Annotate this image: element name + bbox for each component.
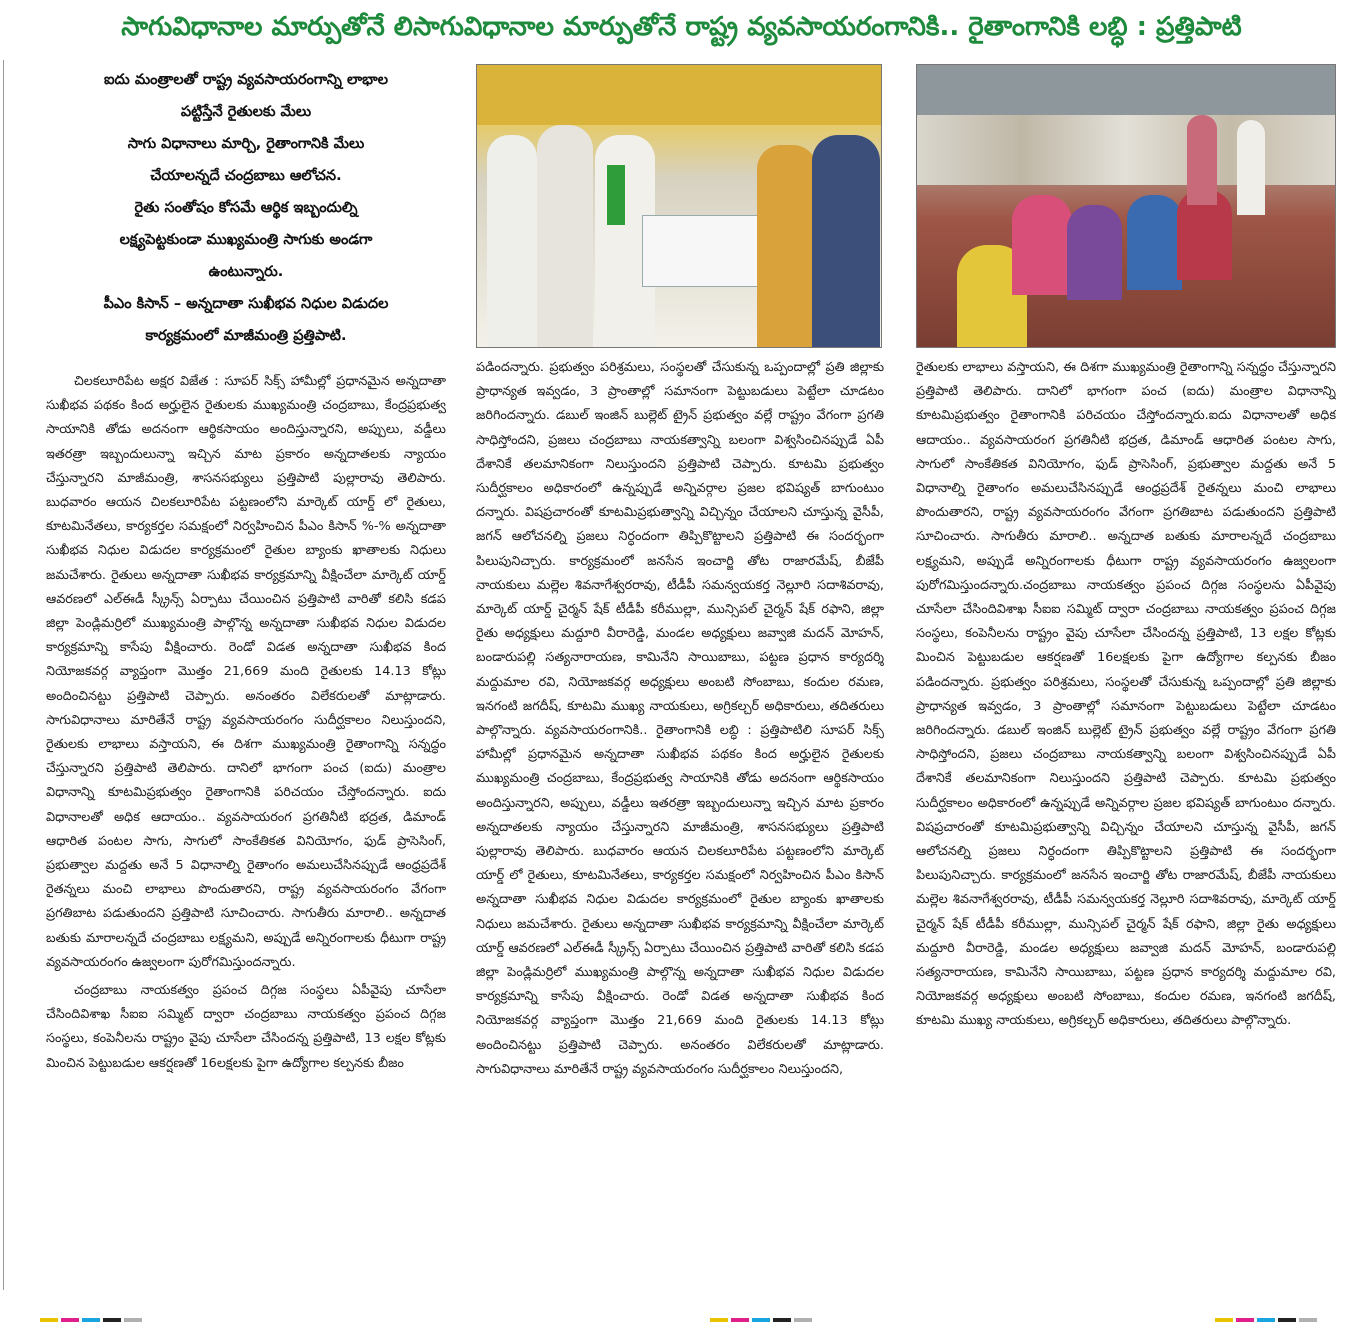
color-swatch — [103, 1318, 121, 1322]
standing-person — [1187, 115, 1217, 205]
person-figure — [487, 135, 537, 347]
article-paragraph: పడిందన్నారు. ప్రభుత్వం పరిశ్రమలు, సంస్థలతో చేసుకున్న ఒప్పందాల్లో ప్రతి జిల్లాకు ప్రాధాన్యత ఇవ్వడం, 3 ప్రాంతాల్లో సమానంగా పెట్టుబడులు పెట్టేలా చూడటం జరిగిందన్నారు. డబుల్ ఇంజిన్ బుల్లెట్ ట్రైన్ ప్రభుత్వం వల్లే రాష్ట్రం వేగంగా ప్రగతి సాధిస్తోందని, ప్రజలు చంద్రబాబు నాయకత్వాన్ని బలంగా విశ్వసించినప్పుడే ఏపీ దేశానికే తలమానికంగా నిలుస్తుందని ప్రత్తిపాటి చెప్పారు. కూటమి ప్రభుత్వం సుదీర్ఘకాలం అధికారంలో ఉన్నప్పుడే అన్నివర్గాల ప్రజల భవిష్యత్ బాగుంటుం దన్నారు. విషప్రచారంతో కూటమిప్రభుత్వాన్ని విచ్చిన్నం చేయాలని చూస్తున్న వైసీపీ, జగన్ ఆలోచనల్ని ప్రజలు నిర్ధందంగా తిప్పికొట్టాలని ప్రత్తిపాటి ఈ సందర్భంగా పిలుపునిచ్చారు. కార్యక్రమంలో జనసేన ఇంచార్జి తోట రాజారమేష్, బీజేపీ నాయకులు మల్లెల శివనాగేశ్వరరావు, టీడీపీ సమన్వయకర్త నెల్లూరి సదాశివరావు, మార్కెట్ యార్డ్ చైర్మన్ షేక్ టీడీపీ కరీముల్లా, మున్సిపల్ చైర్మన్ షేక్ రఫాని, జిల్లా రైతు అధ్యక్షులు మద్దూరి వీరారెడ్డి, మండల అధ్యక్షులు జవ్వాజి మదన్ మోహన్, బండారుపల్లి సత్యనారాయణ, కామినేని సాయిబాబు, పట్టణ ప్రధాన కార్యదర్శి మద్దుమాల రవి, నియోజకవర్గ అధ్యక్షులు అంబటి సోంబాబు, కందుల రమణ, ఇనగంటి జగదీష్, కూటమి ముఖ్య నాయకులు, అగ్రికల్చర్ అధికారులు, తదితరులు పాల్గొన్నారు. వ్యవసాయరంగానికి.. రైతాంగానికి లబ్ధి : ప్రత్తిపాటిలి సూపర్ సిక్స్ హామీల్లో ప్రధానమైన అన్నదాతా సుఖీభవ పథకం కింద అర్హులైన రైతులకు ముఖ్యమంత్రి చంద్రబాబు, కేంద్రప్రభుత్వ సాయానికి తోడు అదనంగా ఆర్థికసాయం అందిస్తున్నారని, అప్పులు, వడ్డీలు ఇతరత్రా ఇబ్బందులున్నా ఇచ్చిన మాట ప్రకారం అన్నదాతలకు న్యాయం చేస్తున్నారని మాజీమంత్రి, శాసనసభ్యులు ప్రత్తిపాటి పుల్లారావు తెలిపారు. బుధవారం ఆయన చిలకలూరిపేట పట్టణంలోని మార్కెట్ యార్డ్ లో రైతులు, కూటమినేతలు, కార్యకర్తల సమక్షంలో నిర్వహించిన పీఎం కిసాన్ అన్నదాతా సుఖీభవ నిధుల విడుదల కార్యక్రమంలో రైతుల బ్యాంకు ఖాతాలకు నిధులు జమచేశారు. రైతులు అన్నదాతా సుఖీభవ కార్యక్రమాన్ని వీక్షించేలా మార్కెట్ యార్డ్ ఆవరణలో ఎల్ఈడీ స్క్రీన్స్ ఏర్పాటు చేయించిన ప్రత్తిపాటి వారితో కలిసి కడప జిల్లా పెండ్లిమర్రిలో ముఖ్యమంత్రి పాల్గొన్న అన్నదాతా సుఖీభవ నిధుల విడుదల కార్యక్రమాన్ని కాసేపు వీక్షించారు. రెండో విడత అన్నదాతా సుఖీభవ కింద నియోజకవర్గ వ్యాప్తంగా మొత్తం 21,669 మంది రైతులకు 14.13 కోట్లు అందించినట్టు ప్రత్తిపాటి చెప్పారు. అనంతరం విలేకరులతో మాట్లాడారు. సాగువిధానాలు మారితేనే రాష్ట్ర వ్యవసాయరంగం సుదీర్ఘకాలం నిలుస్తుందని, — [476, 360, 884, 1077]
seated-person — [1127, 195, 1182, 290]
color-swatch — [752, 1318, 770, 1322]
color-swatch — [40, 1318, 58, 1322]
print-registration-marks — [40, 1318, 145, 1326]
color-swatch — [1278, 1318, 1296, 1322]
article-column-1 — [46, 64, 446, 1280]
crowd-row — [917, 115, 1335, 185]
column-divider — [3, 60, 4, 1290]
color-swatch — [61, 1318, 79, 1322]
person-figure — [812, 135, 880, 347]
subhead-line: పీఎం కిసాన్ – అన్నదాతా సుఖీభవ నిధుల విడుదల — [103, 296, 389, 312]
print-registration-marks — [710, 1318, 815, 1326]
subhead-line: పట్టిస్తేనే రైతులకు మేలు — [180, 104, 312, 120]
subheadline-block — [46, 64, 446, 352]
color-swatch — [1257, 1318, 1275, 1322]
person-figure — [537, 125, 593, 347]
article-paragraph: చంద్రబాబు నాయకత్వం ప్రపంచ దిగ్గజ సంస్థలు ఏపీవైపు చూసేలా చేసిందివిశాఖ సీఐఐ సమ్మిట్ ద్వారా చంద్రబాబు నాయకత్వం ప్రపంచ దిగ్గజ సంస్థలు, కంపెనీలను రాష్ట్రం వైపు చూసేలా చేసిందన్న ప్రత్తిపాటి, 13 లక్షల కోట్లకు మించిన పెట్టుబడుల ఆకర్షణతో 16లక్షలకు పైగా ఉద్యోగాల కల్పనకు బీజం — [46, 983, 446, 1071]
article-column-3 — [916, 64, 1336, 1280]
standing-person — [1237, 120, 1265, 215]
subhead-line: లక్ష్యపెట్టకుండా ముఖ్యమంత్రి సాగుకు అండగా — [119, 232, 373, 248]
subhead-line: సాగు విధానాలు మార్చి, రైతాంగానికి మేలు — [127, 136, 365, 152]
color-swatch — [124, 1318, 142, 1322]
event-photo-stage — [476, 64, 882, 348]
subhead-line: చేయాలన్నదే చంద్రబాబు ఆలోచన. — [150, 168, 342, 184]
color-swatch — [731, 1318, 749, 1322]
subhead-line: ఉంటున్నారు. — [208, 264, 284, 280]
seated-person — [1012, 195, 1072, 295]
banner-strip — [477, 65, 881, 125]
subhead-line: ఐదు మంత్రాలతో రాష్ట్ర వ్యవసాయరంగాన్ని లాభాల — [104, 72, 388, 88]
article-column-2 — [476, 64, 884, 1280]
cheque-board — [642, 215, 764, 287]
article-paragraph: చిలకలూరిపేట అక్షర విజేత : సూపర్ సిక్స్ హామీల్లో ప్రధానమైన అన్నదాతా సుఖీభవ పథకం కింద అర్హులైన రైతులకు ముఖ్యమంత్రి చంద్రబాబు, కేంద్రప్రభుత్వ సాయానికి తోడు అదనంగా ఆర్థికసాయం అందిస్తున్నారని, అప్పులు, వడ్డీలు ఇతరత్రా ఇబ్బందులున్నా ఇచ్చిన మాట ప్రకారం అన్నదాతలకు న్యాయం చేస్తున్నారని మాజీమంత్రి, శాసనసభ్యులు ప్రత్తిపాటి పుల్లారావు తెలిపారు. బుధవారం ఆయన చిలకలూరిపేట పట్టణంలోని మార్కెట్ యార్డ్ లో రైతులు, కూటమినేతలు, కార్యకర్తల సమక్షంలో నిర్వహించిన పీఎం కిసాన్ %-% అన్నదాతా సుఖీభవ నిధుల విడుదల కార్యక్రమంలో రైతుల బ్యాంకు ఖాతాలకు నిధులు జమచేశారు. రైతులు అన్నదాతా సుఖీభవ కార్యక్రమాన్ని వీక్షించేలా మార్కెట్ యార్డ్ ఆవరణలో ఎల్ఈడీ స్క్రీన్స్ ఏర్పాటు చేయించిన ప్రత్తిపాటి వారితో కలిసి కడప జిల్లా పెండ్లిమర్రిలో ముఖ్యమంత్రి పాల్గొన్న అన్నదాతా సుఖీభవ నిధుల విడుదల కార్యక్రమాన్ని కాసేపు వీక్షించారు. రెండో విడత అన్నదాతా సుఖీభవ కింద నియోజకవర్గ వ్యాప్తంగా మొత్తం 21,669 మంది రైతులకు 14.13 కోట్లు అందించినట్టు ప్రత్తిపాటి చెప్పారు. అనంతరం విలేకరులతో మాట్లాడారు. సాగువిధానాలు మారితేనే రాష్ట్ర వ్యవసాయరంగం సుదీర్ఘకాలం నిలుస్తుందని, రైతులకు లాభాలు వస్తాయని, ఈ దిశగా ముఖ్యమంత్రి రైతాంగాన్ని సన్నద్ధం చేస్తున్నారని ప్రత్తిపాటి తెలిపారు. దానిలో భాగంగా పంచ (ఐదు) మంత్రాల విధానాన్ని కూటమిప్రభుత్వం రైతాంగానికి పరిచయం చేస్తోందన్నారు. ఐదు విధానాలతో అధిక ఆదాయం.. వ్యవసాయరంగ ప్రగతినీటి భద్రత, డిమాండ్ ఆధారిత పంటల సాగు, సాగులో సాంకేతికత వినియోగం, ఫుడ్ ప్రాసెసింగ్, ప్రభుత్వాల మద్దతు అనే 5 విధానాల్ని రైతాంగం అమలుచేసినప్పుడే ఆంధ్రప్రదేశ్ రైతన్నలు మంచి లాభాలు పొందుతారని, రాష్ట్ర వ్యవసాయరంగం వేగంగా ప్రగతిబాట పడుతుందని ప్రత్తిపాటి సూచించారు. సాగుతీరు మారాలి.. అన్నదాత బతుకు మారాలన్నదే చంద్రబాబు లక్ష్యమని, అప్పుడే అన్నిరంగాలకు ధీటుగా రాష్ట్ర వ్యవసాయరంగం ఉజ్వలంగా పురోగమిస్తుందన్నారు. — [46, 374, 446, 970]
article-paragraph: రైతులకు లాభాలు వస్తాయని, ఈ దిశగా ముఖ్యమంత్రి రైతాంగాన్ని సన్నద్ధం చేస్తున్నారని ప్రత్తిపాటి తెలిపారు. దానిలో భాగంగా పంచ (ఐదు) మంత్రాల విధానాన్ని కూటమిప్రభుత్వం రైతాంగానికి పరిచయం చేస్తోందన్నారు.ఐదు విధానాలతో అధిక ఆదాయం.. వ్యవసాయరంగ ప్రగతినీటి భద్రత, డిమాండ్ ఆధారిత పంటల సాగు, సాగులో సాంకేతికత వినియోగం, ఫుడ్ ప్రాసెసింగ్, ప్రభుత్వాల మద్దతు అనే 5 విధానాల్ని రైతాంగం అమలుచేసినప్పుడే ఆంధ్రప్రదేశ్ రైతన్నలు మంచి లాభాలు పొందుతారని, రాష్ట్ర వ్యవసాయరంగం వేగంగా ప్రగతిబాట పడుతుందని ప్రత్తిపాటి సూచించారు. సాగుతీరు మారాలి.. అన్నదాత బతుకు మారాలన్నదే చంద్రబాబు లక్ష్యమని, అప్పుడే అన్నిరంగాలకు ధీటుగా రాష్ట్ర వ్యవసాయరంగం ఉజ్వలంగా పురోగమిస్తుందన్నారు.చంద్రబాబు నాయకత్వం ప్రపంచ దిగ్గజ సంస్థలను ఏపీవైపు చూసేలా చేసిందివిశాఖ సీఐఐ సమ్మిట్ ద్వారా చంద్రబాబు నాయకత్వం ప్రపంచ దిగ్గజ సంస్థలు, కంపెనీలను రాష్ట్రం వైపు చూసేలా చేసిందన్న ప్రత్తిపాటి, 13 లక్షల కోట్లకు మించిన పెట్టుబడుల ఆకర్షణతో 16లక్షలకు పైగా ఉద్యోగాల కల్పనకు బీజం పడిందన్నారు. ప్రభుత్వం పరిశ్రమలు, సంస్థలతో చేసుకున్న ఒప్పందాల్లో ప్రతి జిల్లాకు ప్రాధాన్యత ఇవ్వడం, 3 ప్రాంతాల్లో సమానంగా పెట్టుబడులు పెట్టేలా చూడటం జరిగిందన్నారు. డబుల్ ఇంజిన్ బుల్లెట్ ట్రైన్ ప్రభుత్వం వల్లే రాష్ట్రం వేగంగా ప్రగతి సాధిస్తోందని, ప్రజలు చంద్రబాబు నాయకత్వాన్ని బలంగా విశ్వసించినప్పుడే ఏపీ దేశానికే తలమానికంగా నిలుస్తుందని ప్రత్తిపాటి చెప్పారు. కూటమి ప్రభుత్వం సుదీర్ఘకాలం అధికారంలో ఉన్నప్పుడే అన్నివర్గాల ప్రజల భవిష్యత్ బాగుంటుం దన్నారు. విషప్రచారంతో కూటమిప్రభుత్వాన్ని విచ్చిన్నం చేయాలని చూస్తున్న వైసీపీ, జగన్ ఆలోచనల్ని ప్రజలు నిర్ధందంగా తిప్పికొట్టాలని ప్రత్తిపాటి ఈ సందర్భంగా పిలుపునిచ్చారు. కార్యక్రమంలో జనసేన ఇంచార్జి తోట రాజారమేష్, బీజేపీ నాయకులు మల్లెల శివనాగేశ్వరరావు, టీడీపీ సమన్వయకర్త నెల్లూరి సదాశివరావు, మార్కెట్ యార్డ్ చైర్మన్ షేక్ టీడీపీ కరీముల్లా, మున్సిపల్ చైర్మన్ షేక్ రఫాని, జిల్లా రైతు అధ్యక్షులు మద్దూరి వీరారెడ్డి, మండల అధ్యక్షులు జవ్వాజి మదన్ మోహన్, బండారుపల్లి సత్యనారాయణ, కామినేని సాయిబాబు, పట్టణ ప్రధాన కార్యదర్శి మద్దుమాల రవి, నియోజకవర్గ అధ్యక్షులు అంబటి సోంబాబు, కందుల రమణ, ఇనగంటి జగదీష్, కూటమి ముఖ్య నాయకులు, అగ్రికల్చర్ అధికారులు, తదితరులు పాల్గొన్నారు. — [916, 360, 1336, 1029]
seated-person — [1067, 205, 1122, 300]
color-swatch — [1215, 1318, 1233, 1322]
subhead-line: కార్యక్రమంలో మాజీమంత్రి ప్రత్తిపాటి. — [145, 328, 347, 344]
headline: సాగువిధానాల మార్పుతోనే లిసాగువిధానాల మార్పుతోనే రాష్ట్ర వ్యవసాయరంగానికి.. రైతాంగానికి లబ్ధి : ప్రత్తిపాటి — [121, 12, 1242, 42]
color-swatch — [710, 1318, 728, 1322]
green-scarf — [607, 165, 625, 225]
roof-area — [917, 65, 1335, 115]
print-registration-marks — [1215, 1318, 1320, 1326]
subhead-line: రైతు సంతోషం కోసమే ఆర్థిక ఇబ్బందుల్ని — [134, 200, 358, 216]
event-photo-audience — [916, 64, 1336, 348]
color-swatch — [1299, 1318, 1317, 1322]
color-swatch — [794, 1318, 812, 1322]
color-swatch — [773, 1318, 791, 1322]
person-figure — [757, 145, 817, 347]
color-swatch — [1236, 1318, 1254, 1322]
color-swatch — [82, 1318, 100, 1322]
